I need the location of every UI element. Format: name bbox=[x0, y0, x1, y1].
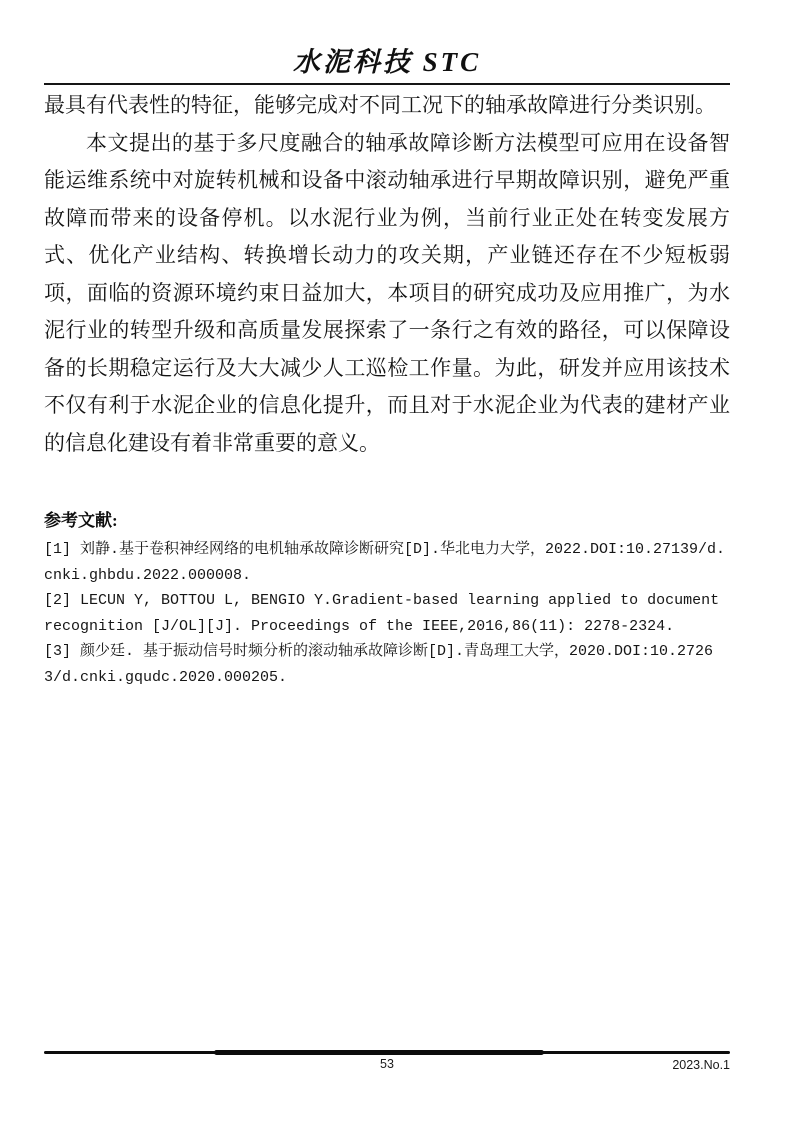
journal-title: 水泥科技 STC bbox=[292, 47, 482, 77]
references-heading: 参考文献: bbox=[44, 511, 118, 530]
body-paragraph-continuation: 最具有代表性的特征，能够完成对不同工况下的轴承故障进行分类识别。 bbox=[44, 93, 716, 117]
reference-item-2: [2] LECUN Y, BOTTOU L, BENGIO Y.Gradient-based learning applied to document recognition [J/OL][J]. Proceedings of the IEEE,2016,86(11): 2278-2324. bbox=[44, 592, 720, 635]
body-paragraph-conclusion: 本文提出的基于多尺度融合的轴承故障诊断方法模型可应用在设备智能运维系统中对旋转机械和设备中滚动轴承进行早期故障识别，避免严重故障而带来的设备停机。以水泥行业为例，当前行业正处在转变发展方式、优化产业结构、转换增长动力的攻关期，产业链还存在不少短板弱项，面临的资源环境约束日益加大，本项目的研究成功及应用推广，为水泥行业的转型升级和高质量发展探索了一条行之有效的路径，可以保障设备的长期稳定运行及大大减少人工巡检工作量。为此，研发并应用该技术不仅有利于水泥企业的信息化提升，而且对于水泥企业为代表的建材产业的信息化建设有着非常重要的意义。 bbox=[44, 130, 730, 455]
page-number: 53 bbox=[380, 1057, 394, 1071]
issue-label: 2023.No.1 bbox=[672, 1058, 730, 1072]
footer-rule bbox=[44, 1051, 730, 1054]
footer-rule-bulge bbox=[214, 1050, 544, 1055]
page-footer bbox=[44, 1051, 730, 1075]
header-rule bbox=[44, 83, 730, 85]
references-section bbox=[44, 508, 730, 690]
reference-item-3: [3] 颜少廷. 基于振动信号时频分析的滚动轴承故障诊断[D].青岛理工大学，2020.DOI:10.27263/d.cnki.gqudc.2020.000205. bbox=[44, 643, 714, 686]
article-body bbox=[44, 87, 730, 462]
page-content bbox=[44, 0, 730, 462]
footer-row bbox=[44, 1057, 730, 1075]
reference-item-1: [1] 刘静.基于卷积神经网络的电机轴承故障诊断研究[D].华北电力大学，2022.DOI:10.27139/d.cnki.ghbdu.2022.000008. bbox=[44, 541, 726, 584]
